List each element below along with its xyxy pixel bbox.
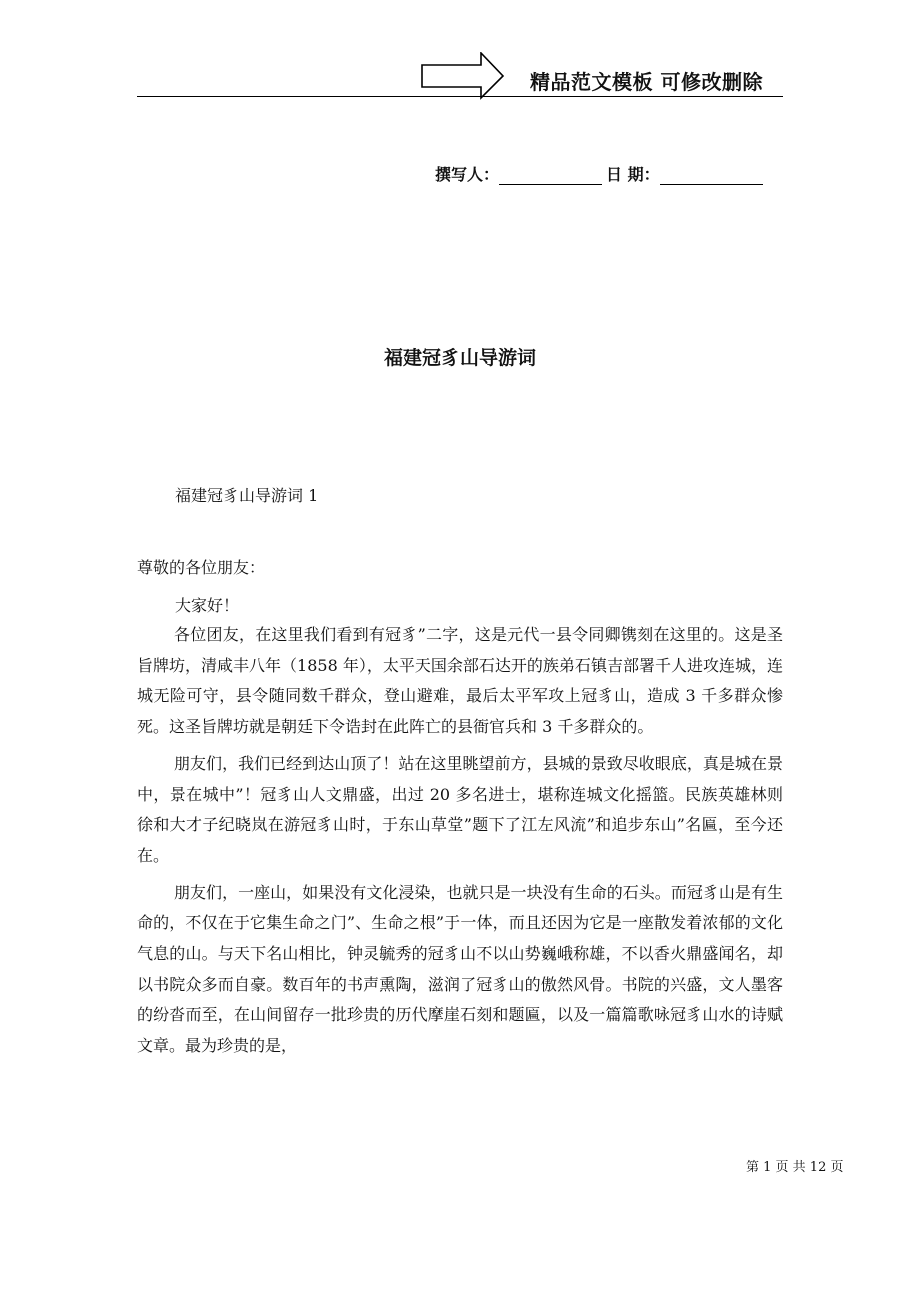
template-banner: 精品范文模板 可修改删除 [530,70,763,94]
header-rule [137,96,783,97]
paragraph: 各位团友，在这里我们看到有冠豸”二字，这是元代一县令同卿镌刻在这里的。这是圣旨牌坊，清咸丰八年（1858 年），太平天国余部石达开的族弟石镇吉部署千人进攻连城，连城无险可守，县令随同数千群众，登山避难，最后太平军攻上冠豸山，造成 3 千多群众惨死。这圣旨牌坊就是朝廷下令诰封在此阵亡的县衙官兵和 3 千多群众的。 [137,625,783,737]
author-date-line [435,162,763,185]
hello-line: 大家好！ [175,596,240,615]
date-blank-field[interactable] [660,166,763,185]
paragraph: 朋友们，我们已经到达山顶了！站在这里眺望前方，县城的景致尽收眼底，真是城在景中，景在城中”！冠豸山人文鼎盛，出过 20 多名进士，堪称连城文化摇篮。民族英雄林则徐和大才子纪晓岚在游冠豸山时，于东山草堂”题下了江左风流”和追步东山”名匾，至今还在。 [137,753,783,865]
paragraph: 朋友们，一座山，如果没有文化浸染，也就只是一块没有生命的石头。而冠豸山是有生命的，不仅在于它集生命之门”、生命之根”于一体，而且还因为它是一座散发着浓郁的文化气息的山。与天下名山相比，钟灵毓秀的冠豸山不以山势巍峨称雄，不以香火鼎盛闻名，却以书院众多而自豪。数百年的书声熏陶，滋润了冠豸山的傲然风骨。书院的兴盛，文人墨客的纷沓而至，在山间留存一批珍贵的历代摩崖石刻和题匾，以及一篇篇歌咏冠豸山水的诗赋文章。最为珍贵的是， [137,882,783,1056]
date-label: 日 期： [606,165,660,184]
body-text [137,620,783,1068]
author-blank-field[interactable] [499,166,602,185]
document-title: 福建冠豸山导游词 [383,347,536,369]
section-heading: 福建冠豸山导游词 1 [175,486,319,505]
right-arrow-outline-icon [421,52,505,100]
greeting-line: 尊敬的各位朋友： [137,558,266,577]
page-number: 第 1 页 共 12 页 [746,1160,844,1175]
author-label: 撰写人： [435,165,500,184]
